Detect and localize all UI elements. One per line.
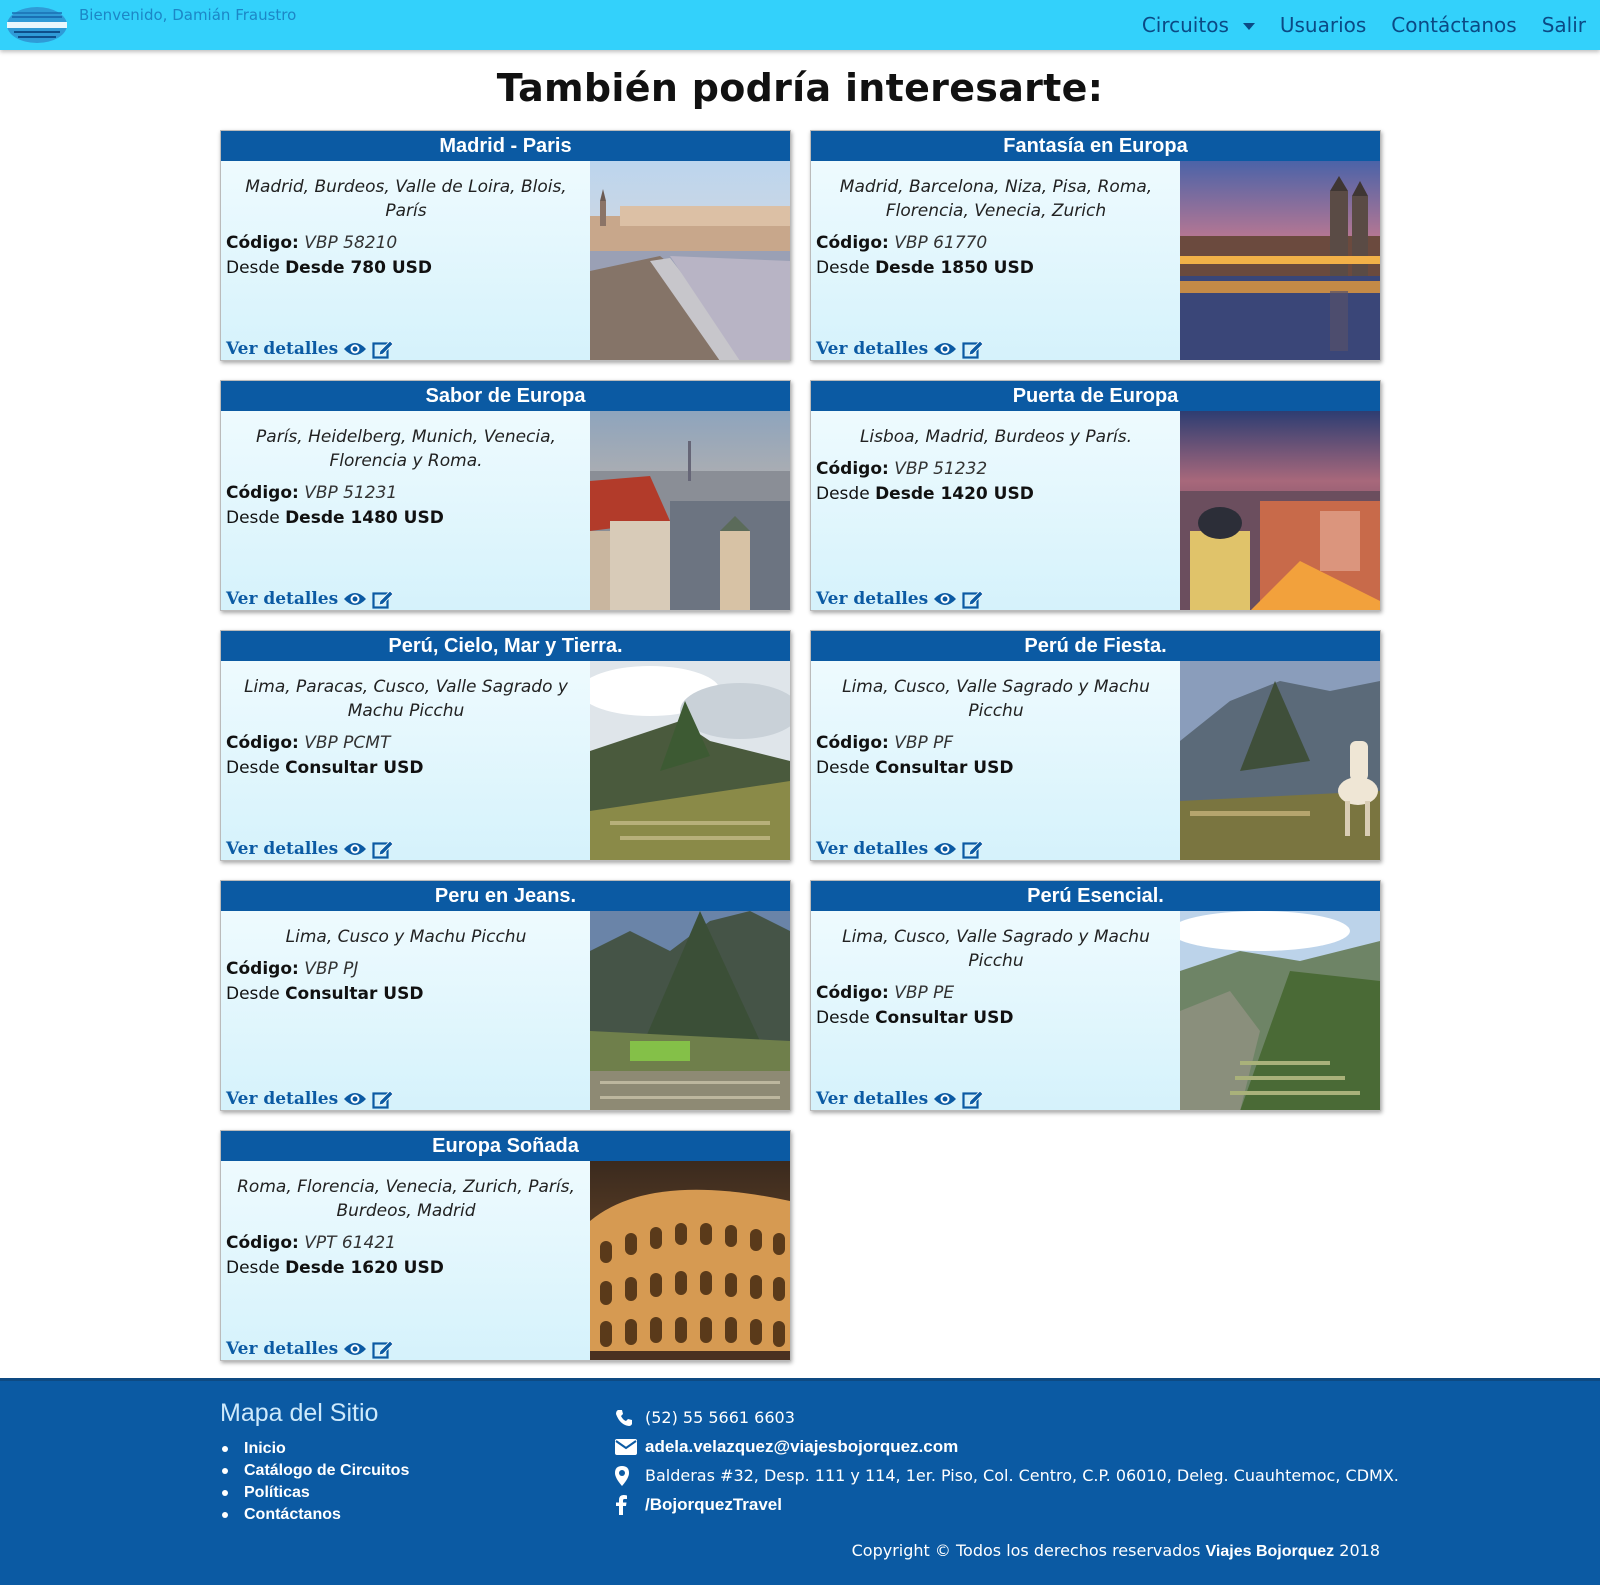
card-price bbox=[816, 256, 1176, 281]
price-value: Consultar USD bbox=[875, 1008, 1014, 1028]
card-price bbox=[226, 506, 586, 531]
view-details-link[interactable] bbox=[226, 1089, 394, 1109]
code-value: VBP 58210 bbox=[304, 233, 398, 253]
code-label: Código: bbox=[816, 983, 889, 1003]
eye-icon[interactable] bbox=[933, 841, 957, 857]
code-value: VBP PJ bbox=[304, 959, 359, 979]
code-value: VBP PF bbox=[894, 733, 954, 753]
card-price bbox=[226, 256, 586, 281]
tour-card bbox=[810, 380, 1381, 611]
sitemap-title: Mapa del Sitio bbox=[220, 1399, 379, 1427]
price-value: Desde 1420 USD bbox=[875, 484, 1034, 504]
code-value: VBP PCMT bbox=[304, 733, 391, 753]
price-value: Desde 1850 USD bbox=[875, 258, 1034, 278]
code-value: VBP PE bbox=[894, 983, 955, 1003]
site-footer bbox=[0, 1378, 1600, 1585]
nav-contactanos[interactable]: Contáctanos bbox=[1391, 13, 1517, 37]
price-prefix: Desde bbox=[226, 1258, 280, 1278]
nav-usuarios[interactable]: Usuarios bbox=[1279, 13, 1367, 37]
eye-icon[interactable] bbox=[343, 1341, 367, 1357]
card-places: Lisboa, Madrid, Burdeos y París. bbox=[859, 427, 1133, 447]
map-marker-icon bbox=[615, 1466, 645, 1486]
view-details-label: Ver detalles bbox=[816, 839, 929, 859]
copyright-brand: Viajes Bojorquez bbox=[1205, 1543, 1335, 1560]
footer-link-contactanos[interactable]: Contáctanos bbox=[220, 1504, 409, 1526]
view-details-link[interactable] bbox=[226, 1339, 394, 1359]
card-title: Sabor de Europa bbox=[221, 381, 790, 411]
caret-down-icon bbox=[1243, 23, 1255, 30]
price-prefix: Desde bbox=[226, 508, 280, 528]
view-details-link[interactable] bbox=[816, 339, 984, 359]
view-details-label: Ver detalles bbox=[226, 1089, 339, 1109]
card-title: Fantasía en Europa bbox=[811, 131, 1380, 161]
footer-link-politicas[interactable]: Políticas bbox=[220, 1482, 409, 1504]
card-code bbox=[226, 481, 586, 506]
eye-icon[interactable] bbox=[933, 341, 957, 357]
main-menu bbox=[1142, 0, 1600, 50]
view-details-label: Ver detalles bbox=[226, 839, 339, 859]
eye-icon[interactable] bbox=[933, 591, 957, 607]
contact-phone: (52) 55 5661 6603 bbox=[645, 1408, 795, 1427]
eye-icon[interactable] bbox=[343, 1091, 367, 1107]
tour-card bbox=[220, 880, 791, 1111]
price-value: Consultar USD bbox=[285, 984, 424, 1004]
contact-email[interactable]: adela.velazquez@viajesbojorquez.com bbox=[645, 1436, 959, 1456]
footer-link-catalogo[interactable]: Catálogo de Circuitos bbox=[220, 1460, 409, 1482]
nav-circuitos[interactable] bbox=[1142, 13, 1255, 37]
eye-icon[interactable] bbox=[343, 841, 367, 857]
code-value: VBP 51232 bbox=[894, 459, 988, 479]
card-photo-sacred-valley bbox=[1180, 911, 1380, 1111]
price-prefix: Desde bbox=[226, 984, 280, 1004]
price-value: Consultar USD bbox=[285, 758, 424, 778]
tour-card bbox=[220, 130, 791, 361]
edit-icon[interactable] bbox=[372, 839, 394, 859]
edit-icon[interactable] bbox=[962, 339, 984, 359]
price-prefix: Desde bbox=[226, 758, 280, 778]
code-label: Código: bbox=[226, 733, 299, 753]
sitemap-links bbox=[220, 1438, 409, 1526]
footer-link-inicio[interactable]: Inicio bbox=[220, 1438, 409, 1460]
view-details-label: Ver detalles bbox=[226, 339, 339, 359]
card-photo-machu-picchu bbox=[590, 661, 790, 861]
copyright bbox=[852, 1541, 1380, 1561]
page-title: También podría interesarte: bbox=[496, 66, 1104, 110]
card-code bbox=[816, 981, 1176, 1006]
card-code bbox=[816, 231, 1176, 256]
facebook-icon[interactable] bbox=[615, 1495, 645, 1515]
code-value: VBP 51231 bbox=[304, 483, 398, 503]
card-code bbox=[226, 231, 586, 256]
price-prefix: Desde bbox=[226, 258, 280, 278]
card-places: Lima, Cusco, Valle Sagrado y Machu Picchu bbox=[842, 927, 1150, 971]
code-label: Código: bbox=[226, 959, 299, 979]
code-value: VBP 61770 bbox=[894, 233, 988, 253]
price-prefix: Desde bbox=[816, 1008, 870, 1028]
nav-circuitos-label: Circuitos bbox=[1141, 13, 1229, 37]
view-details-label: Ver detalles bbox=[816, 1089, 929, 1109]
card-price bbox=[816, 482, 1176, 507]
card-photo-munich bbox=[590, 411, 790, 611]
contact-info bbox=[615, 1403, 1399, 1519]
view-details-label: Ver detalles bbox=[816, 339, 929, 359]
view-details-label: Ver detalles bbox=[226, 589, 339, 609]
card-photo-madrid bbox=[1180, 411, 1380, 611]
phone-icon bbox=[615, 1409, 645, 1427]
price-prefix: Desde bbox=[816, 258, 870, 278]
card-code bbox=[226, 957, 586, 982]
edit-icon[interactable] bbox=[962, 1089, 984, 1109]
brand-logo[interactable] bbox=[4, 5, 70, 45]
top-navbar bbox=[0, 0, 1600, 50]
tour-card bbox=[220, 630, 791, 861]
price-value: Desde 1620 USD bbox=[285, 1258, 444, 1278]
card-price bbox=[226, 1256, 586, 1281]
tour-card bbox=[810, 130, 1381, 361]
view-details-link[interactable] bbox=[816, 589, 984, 609]
card-places: Roma, Florencia, Venecia, Zurich, París, Burdeos, Madrid bbox=[237, 1177, 575, 1221]
view-details-link[interactable] bbox=[226, 339, 394, 359]
eye-icon[interactable] bbox=[933, 1091, 957, 1107]
price-value: Desde 1480 USD bbox=[285, 508, 444, 528]
contact-address: Balderas #32, Desp. 111 y 114, 1er. Piso, Col. Centro, C.P. 06010, Deleg. Cuauhtemoc, CDMX. bbox=[645, 1466, 1399, 1485]
view-details-label: Ver detalles bbox=[226, 1339, 339, 1359]
copyright-year: 2018 bbox=[1339, 1541, 1380, 1560]
view-details-link[interactable] bbox=[816, 839, 984, 859]
card-title: Peru en Jeans. bbox=[221, 881, 790, 911]
tour-card bbox=[220, 1130, 791, 1361]
card-price bbox=[816, 1006, 1176, 1031]
card-title: Europa Soñada bbox=[221, 1131, 790, 1161]
view-details-link[interactable] bbox=[226, 589, 394, 609]
card-price bbox=[816, 756, 1176, 781]
view-details-label: Ver detalles bbox=[816, 589, 929, 609]
code-value: VPT 61421 bbox=[304, 1233, 396, 1253]
code-label: Código: bbox=[816, 459, 889, 479]
card-code bbox=[226, 1231, 586, 1256]
envelope-icon bbox=[615, 1439, 645, 1455]
card-places: París, Heidelberg, Munich, Venecia, Florencia y Roma. bbox=[256, 427, 556, 471]
card-photo-llama bbox=[1180, 661, 1380, 861]
contact-facebook[interactable]: /BojorquezTravel bbox=[645, 1494, 782, 1514]
card-places: Madrid, Barcelona, Niza, Pisa, Roma, Florencia, Venecia, Zurich bbox=[839, 177, 1153, 221]
card-title: Perú Esencial. bbox=[811, 881, 1380, 911]
price-prefix: Desde bbox=[816, 758, 870, 778]
price-value: Desde 780 USD bbox=[285, 258, 433, 278]
card-photo-bordeaux bbox=[590, 161, 790, 361]
edit-icon[interactable] bbox=[372, 1089, 394, 1109]
card-photo-zurich bbox=[1180, 161, 1380, 361]
edit-icon[interactable] bbox=[372, 589, 394, 609]
price-value: Consultar USD bbox=[875, 758, 1014, 778]
card-places: Lima, Paracas, Cusco, Valle Sagrado y Machu Picchu bbox=[244, 677, 568, 721]
card-code bbox=[226, 731, 586, 756]
code-label: Código: bbox=[226, 1233, 299, 1253]
card-title: Madrid - Paris bbox=[221, 131, 790, 161]
tour-card bbox=[810, 630, 1381, 861]
eye-icon[interactable] bbox=[343, 591, 367, 607]
eye-icon[interactable] bbox=[343, 341, 367, 357]
code-label: Código: bbox=[226, 233, 299, 253]
edit-icon[interactable] bbox=[372, 339, 394, 359]
edit-icon[interactable] bbox=[372, 1339, 394, 1359]
tour-card bbox=[810, 880, 1381, 1111]
card-places: Lima, Cusco y Machu Picchu bbox=[285, 927, 527, 947]
price-prefix: Desde bbox=[816, 484, 870, 504]
card-price bbox=[226, 982, 586, 1007]
card-title: Perú de Fiesta. bbox=[811, 631, 1380, 661]
card-code bbox=[816, 457, 1176, 482]
code-label: Código: bbox=[226, 483, 299, 503]
copyright-text: Copyright © Todos los derechos reservados bbox=[851, 1541, 1201, 1560]
code-label: Código: bbox=[816, 733, 889, 753]
card-places: Madrid, Burdeos, Valle de Loira, Blois, París bbox=[245, 177, 567, 221]
edit-icon[interactable] bbox=[962, 839, 984, 859]
card-photo-huayna-picchu bbox=[590, 911, 790, 1111]
card-title: Perú, Cielo, Mar y Tierra. bbox=[221, 631, 790, 661]
view-details-link[interactable] bbox=[226, 839, 394, 859]
card-title: Puerta de Europa bbox=[811, 381, 1380, 411]
tour-card bbox=[220, 380, 791, 611]
welcome-message: Bienvenido, Damián Fraustro bbox=[79, 6, 297, 24]
edit-icon[interactable] bbox=[962, 589, 984, 609]
view-details-link[interactable] bbox=[816, 1089, 984, 1109]
card-code bbox=[816, 731, 1176, 756]
card-price bbox=[226, 756, 586, 781]
nav-salir[interactable]: Salir bbox=[1541, 13, 1586, 37]
card-places: Lima, Cusco, Valle Sagrado y Machu Picchu bbox=[842, 677, 1150, 721]
card-photo-colosseum bbox=[590, 1161, 790, 1361]
code-label: Código: bbox=[816, 233, 889, 253]
